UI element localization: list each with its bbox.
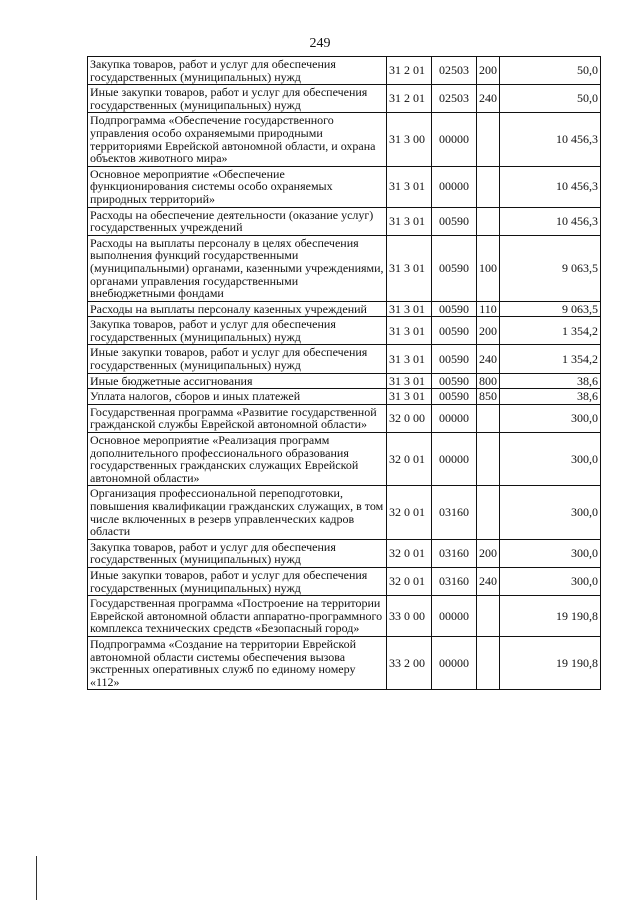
row-amount: 1 354,2 [500,317,601,345]
row-vr [477,486,500,539]
row-direction: 00000 [432,113,477,166]
row-name: Подпрограмма «Создание на территории Еврейской автономной области системы обеспечения вызова экстренных оперативных служб по единому номеру «112» [88,636,387,689]
row-code: 32 0 01 [387,433,432,486]
table-row [88,113,601,166]
row-name: Организация профессиональной переподготовки, повышения квалификации гражданских служащих, в том числе включенных в резерв управленческих кадров области [88,486,387,539]
row-name: Закупка товаров, работ и услуг для обеспечения государственных (муниципальных) нужд [88,57,387,85]
row-name: Закупка товаров, работ и услуг для обеспечения государственных (муниципальных) нужд [88,317,387,345]
row-amount: 9 063,5 [500,301,601,317]
row-code: 33 0 00 [387,596,432,637]
row-code: 32 0 01 [387,539,432,567]
row-direction: 00000 [432,404,477,432]
row-name: Иные закупки товаров, работ и услуг для обеспечения государственных (муниципальных) нужд [88,567,387,595]
table-row [88,317,601,345]
row-amount: 10 456,3 [500,113,601,166]
row-direction: 00590 [432,207,477,235]
table-row [88,85,601,113]
table-row [88,433,601,486]
table-row [88,596,601,637]
page-number: 249 [309,36,331,51]
row-vr [477,207,500,235]
table-row [88,567,601,595]
row-direction: 00000 [432,636,477,689]
row-vr [477,166,500,207]
row-direction: 00000 [432,433,477,486]
row-code: 31 2 01 [387,57,432,85]
row-vr: 200 [477,539,500,567]
row-vr: 240 [477,85,500,113]
row-name: Расходы на выплаты персоналу казенных учреждений [88,301,387,317]
row-direction: 03160 [432,486,477,539]
table-row [88,207,601,235]
row-amount: 300,0 [500,567,601,595]
row-vr [477,113,500,166]
row-direction: 00590 [432,235,477,301]
row-vr [477,404,500,432]
row-amount: 19 190,8 [500,636,601,689]
row-direction: 02503 [432,85,477,113]
row-code: 31 3 01 [387,389,432,405]
row-code: 32 0 01 [387,567,432,595]
row-name: Государственная программа «Развитие государственной гражданской службы Еврейской автономной области» [88,404,387,432]
row-code: 32 0 00 [387,404,432,432]
row-code: 31 3 01 [387,301,432,317]
row-direction: 00590 [432,373,477,389]
row-amount: 10 456,3 [500,207,601,235]
table-row [88,235,601,301]
table-row [88,57,601,85]
row-direction: 00000 [432,596,477,637]
row-direction: 02503 [432,57,477,85]
row-name: Иные бюджетные ассигнования [88,373,387,389]
row-name: Иные закупки товаров, работ и услуг для обеспечения государственных (муниципальных) нужд [88,85,387,113]
row-code: 31 2 01 [387,85,432,113]
budget-table [87,56,601,690]
row-amount: 300,0 [500,486,601,539]
row-code: 31 3 01 [387,345,432,373]
row-name: Уплата налогов, сборов и иных платежей [88,389,387,405]
table-row [88,389,601,405]
row-code: 31 3 01 [387,207,432,235]
row-direction: 00590 [432,301,477,317]
row-amount: 19 190,8 [500,596,601,637]
row-amount: 50,0 [500,57,601,85]
row-name: Расходы на обеспечение деятельности (оказание услуг) государственных учреждений [88,207,387,235]
table-row [88,166,601,207]
row-vr: 240 [477,345,500,373]
table-row [88,636,601,689]
row-amount: 1 354,2 [500,345,601,373]
row-amount: 50,0 [500,85,601,113]
row-vr: 800 [477,373,500,389]
row-amount: 38,6 [500,373,601,389]
row-vr: 110 [477,301,500,317]
row-vr [477,636,500,689]
row-direction: 03160 [432,567,477,595]
row-amount: 10 456,3 [500,166,601,207]
row-direction: 00590 [432,317,477,345]
table-row [88,486,601,539]
table-row [88,345,601,373]
row-code: 31 3 00 [387,113,432,166]
row-direction: 00590 [432,345,477,373]
row-vr: 240 [477,567,500,595]
row-direction: 00000 [432,166,477,207]
row-name: Подпрограмма «Обеспечение государственного управления особо охраняемыми природными территориями Еврейской автономной области, и охрана объектов животного мира» [88,113,387,166]
table-row [88,301,601,317]
budget-table-body [88,57,601,690]
row-amount: 9 063,5 [500,235,601,301]
row-code: 32 0 01 [387,486,432,539]
row-name: Государственная программа «Построение на территории Еврейской автономной области аппаратно-программного комплекса технических средств «Безопасный город» [88,596,387,637]
row-vr [477,596,500,637]
row-code: 33 2 00 [387,636,432,689]
row-vr: 850 [477,389,500,405]
row-vr [477,433,500,486]
margin-rule [36,856,37,900]
row-amount: 300,0 [500,539,601,567]
table-row [88,539,601,567]
row-direction: 00590 [432,389,477,405]
row-name: Основное мероприятие «Реализация программ дополнительного профессионального образования государственных гражданских служащих Еврейской автономной области» [88,433,387,486]
row-name: Расходы на выплаты персоналу в целях обеспечения выполнения функций государственными (муниципальными) органами, казенными учреждениями, органами управления государственными внебюджетными фондами [88,235,387,301]
row-code: 31 3 01 [387,373,432,389]
row-vr: 100 [477,235,500,301]
row-name: Основное мероприятие «Обеспечение функционирования системы особо охраняемых природных территорий» [88,166,387,207]
table-row [88,404,601,432]
row-direction: 03160 [432,539,477,567]
row-amount: 300,0 [500,433,601,486]
row-amount: 38,6 [500,389,601,405]
row-vr: 200 [477,317,500,345]
row-vr: 200 [477,57,500,85]
row-name: Закупка товаров, работ и услуг для обеспечения государственных (муниципальных) нужд [88,539,387,567]
row-name: Иные закупки товаров, работ и услуг для обеспечения государственных (муниципальных) нужд [88,345,387,373]
row-code: 31 3 01 [387,235,432,301]
row-code: 31 3 01 [387,317,432,345]
row-code: 31 3 01 [387,166,432,207]
table-row [88,373,601,389]
row-amount: 300,0 [500,404,601,432]
